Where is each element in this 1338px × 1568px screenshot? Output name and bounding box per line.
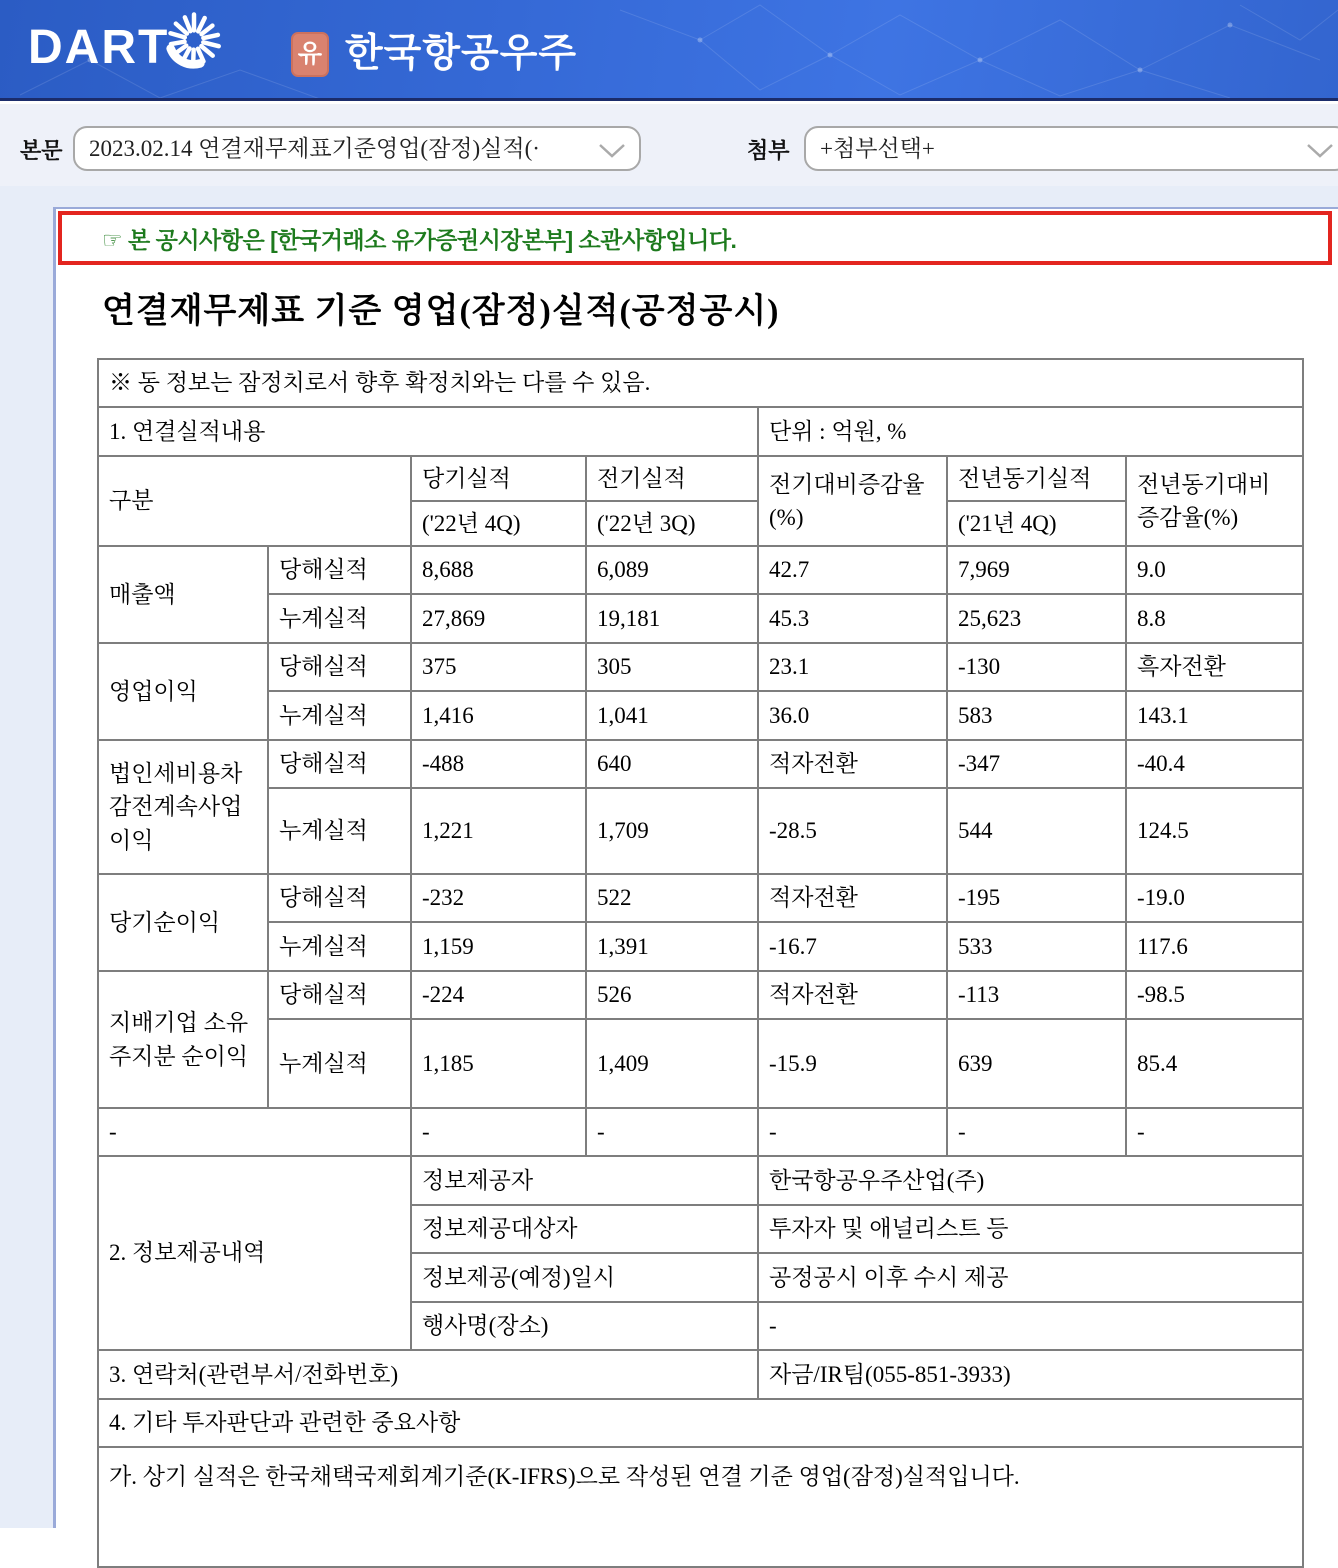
table-row [98, 971, 1303, 1019]
value-cell: 526 [586, 971, 758, 1019]
group-label-cell: 지배기업 소유주지분 순이익 [98, 971, 268, 1108]
col-title-cell: 당기실적 [411, 456, 586, 501]
row-type-cell: 누계실적 [268, 922, 411, 971]
section3-value-cell: 자금/IR팀(055-851-3933) [758, 1350, 1303, 1399]
dash-cell: - [1126, 1108, 1303, 1156]
info-key-cell: 정보제공(예정)일시 [411, 1253, 758, 1302]
value-cell: 적자전환 [758, 740, 947, 788]
value-cell: -232 [411, 874, 586, 922]
value-cell: 7,969 [947, 546, 1126, 594]
performance-table [97, 358, 1304, 1568]
row-type-cell: 당해실적 [268, 740, 411, 788]
provisional-note-cell: ※ 동 정보는 잠정치로서 향후 확정치와는 다를 수 있음. [98, 359, 1303, 407]
table-header-row [98, 456, 1303, 501]
dash-cell: - [586, 1108, 758, 1156]
value-cell: -347 [947, 740, 1126, 788]
row-type-cell: 누계실적 [268, 788, 411, 874]
dart-logo[interactable]: DART [28, 21, 170, 74]
value-cell: 1,159 [411, 922, 586, 971]
info-key-cell: 행사명(장소) [411, 1302, 758, 1350]
col-title-cell: 전년동기실적 [947, 456, 1126, 501]
group-label-cell: 영업이익 [98, 643, 268, 740]
value-cell: 19,181 [586, 594, 758, 643]
value-cell: 흑자전환 [1126, 643, 1303, 691]
value-cell: -195 [947, 874, 1126, 922]
value-cell: 1,185 [411, 1019, 586, 1108]
table-row [98, 1350, 1303, 1399]
section4-label-cell: 4. 기타 투자판단과 관련한 중요사항 [98, 1399, 1303, 1447]
value-cell: -19.0 [1126, 874, 1303, 922]
col-period-cell: ('21년 4Q) [947, 501, 1126, 546]
row-type-cell: 누계실적 [268, 1019, 411, 1108]
table-row [98, 740, 1303, 788]
row-type-cell: 누계실적 [268, 594, 411, 643]
table-row [98, 594, 1303, 643]
value-cell: 375 [411, 643, 586, 691]
value-cell: 36.0 [758, 691, 947, 740]
value-cell: 305 [586, 643, 758, 691]
value-cell: 639 [947, 1019, 1126, 1108]
value-cell: 1,391 [586, 922, 758, 971]
table-row [98, 359, 1303, 407]
row-type-cell: 누계실적 [268, 691, 411, 740]
col-period-cell: ('22년 4Q) [411, 501, 586, 546]
col-period-cell: ('22년 3Q) [586, 501, 758, 546]
table-row [98, 1019, 1303, 1108]
value-cell: 1,416 [411, 691, 586, 740]
document-panel [53, 207, 1338, 1528]
document-select[interactable] [73, 126, 641, 171]
value-cell: -40.4 [1126, 740, 1303, 788]
col-title-cell: 전년동기대비증감율(%) [1126, 456, 1303, 546]
info-key-cell: 정보제공대상자 [411, 1205, 758, 1253]
page-background [0, 186, 1338, 1528]
info-value-cell: 투자자 및 애널리스트 등 [758, 1205, 1303, 1253]
value-cell: 42.7 [758, 546, 947, 594]
value-cell: 1,221 [411, 788, 586, 874]
value-cell: 25,623 [947, 594, 1126, 643]
value-cell: 45.3 [758, 594, 947, 643]
pinwheel-icon [160, 6, 228, 74]
value-cell: -488 [411, 740, 586, 788]
value-cell: 1,409 [586, 1019, 758, 1108]
attachment-select[interactable] [804, 126, 1338, 171]
chevron-down-icon [1307, 144, 1333, 158]
value-cell: -15.9 [758, 1019, 947, 1108]
table-row [98, 1447, 1303, 1567]
value-cell: -130 [947, 643, 1126, 691]
document-select-label: 본문 [20, 138, 63, 163]
value-cell: -16.7 [758, 922, 947, 971]
value-cell: 544 [947, 788, 1126, 874]
value-cell: 522 [586, 874, 758, 922]
group-label-cell: 매출액 [98, 546, 268, 643]
value-cell: -98.5 [1126, 971, 1303, 1019]
table-row [98, 922, 1303, 971]
document-select-value: 2023.02.14 연결재무제표기준영업(잠정)실적(· [89, 136, 540, 161]
jurisdiction-notice-banner [58, 211, 1332, 265]
company-name: 한국항공우주 [345, 32, 578, 75]
market-type-badge: 유 [291, 32, 329, 77]
table-row [98, 788, 1303, 874]
value-cell: 9.0 [1126, 546, 1303, 594]
group-label-cell: 당기순이익 [98, 874, 268, 971]
group-label-cell: 법인세비용차감전계속사업이익 [98, 740, 268, 874]
table-row [98, 546, 1303, 594]
gubun-header-cell: 구분 [98, 456, 411, 546]
value-cell: 117.6 [1126, 922, 1303, 971]
attachment-select-label: 첨부 [747, 138, 790, 163]
table-row [98, 643, 1303, 691]
col-title-cell: 전기실적 [586, 456, 758, 501]
row-type-cell: 당해실적 [268, 546, 411, 594]
info-value-cell: - [758, 1302, 1303, 1350]
col-title-cell: 전기대비증감율(%) [758, 456, 947, 546]
dash-cell: - [98, 1108, 411, 1156]
dash-cell: - [947, 1108, 1126, 1156]
dash-cell: - [411, 1108, 586, 1156]
info-key-cell: 정보제공자 [411, 1156, 758, 1205]
value-cell: 8.8 [1126, 594, 1303, 643]
row-type-cell: 당해실적 [268, 971, 411, 1019]
chevron-down-icon [599, 144, 625, 158]
section2-label-cell: 2. 정보제공내역 [98, 1156, 411, 1350]
table-row [98, 407, 1303, 456]
attachment-select-value: +첨부선택+ [820, 136, 935, 161]
section1-label-cell: 1. 연결실적내용 [98, 407, 758, 456]
value-cell: 124.5 [1126, 788, 1303, 874]
value-cell: 85.4 [1126, 1019, 1303, 1108]
row-type-cell: 당해실적 [268, 643, 411, 691]
value-cell: 적자전환 [758, 971, 947, 1019]
value-cell: 1,709 [586, 788, 758, 874]
value-cell: 640 [586, 740, 758, 788]
jurisdiction-notice-text: ☞ 본 공시사항은 [한국거래소 유가증권시장본부] 소관사항입니다. [102, 226, 737, 253]
value-cell: -28.5 [758, 788, 947, 874]
section4-note-cell: 가. 상기 실적은 한국채택국제회계기준(K-IFRS)으로 작성된 연결 기준 영업(잠정)실적입니다. [98, 1447, 1303, 1567]
info-value-cell: 공정공시 이후 수시 제공 [758, 1253, 1303, 1302]
table-row [98, 874, 1303, 922]
value-cell: 143.1 [1126, 691, 1303, 740]
table-row [98, 1399, 1303, 1447]
table-row [98, 1156, 1303, 1205]
value-cell: 27,869 [411, 594, 586, 643]
value-cell: 23.1 [758, 643, 947, 691]
dart-header [0, 0, 1338, 101]
viewer-toolbar [0, 104, 1338, 188]
section3-label-cell: 3. 연락처(관련부서/전화번호) [98, 1350, 758, 1399]
value-cell: 적자전환 [758, 874, 947, 922]
table-row [98, 691, 1303, 740]
page-title: 연결재무제표 기준 영업(잠정)실적(공정공시) [102, 293, 780, 330]
row-type-cell: 당해실적 [268, 874, 411, 922]
dash-cell: - [758, 1108, 947, 1156]
value-cell: 533 [947, 922, 1126, 971]
table-row [98, 1108, 1303, 1156]
value-cell: 6,089 [586, 546, 758, 594]
unit-label-cell: 단위 : 억원, % [758, 407, 1303, 456]
info-value-cell: 한국항공우주산업(주) [758, 1156, 1303, 1205]
value-cell: -113 [947, 971, 1126, 1019]
value-cell: 1,041 [586, 691, 758, 740]
value-cell: -224 [411, 971, 586, 1019]
value-cell: 8,688 [411, 546, 586, 594]
value-cell: 583 [947, 691, 1126, 740]
